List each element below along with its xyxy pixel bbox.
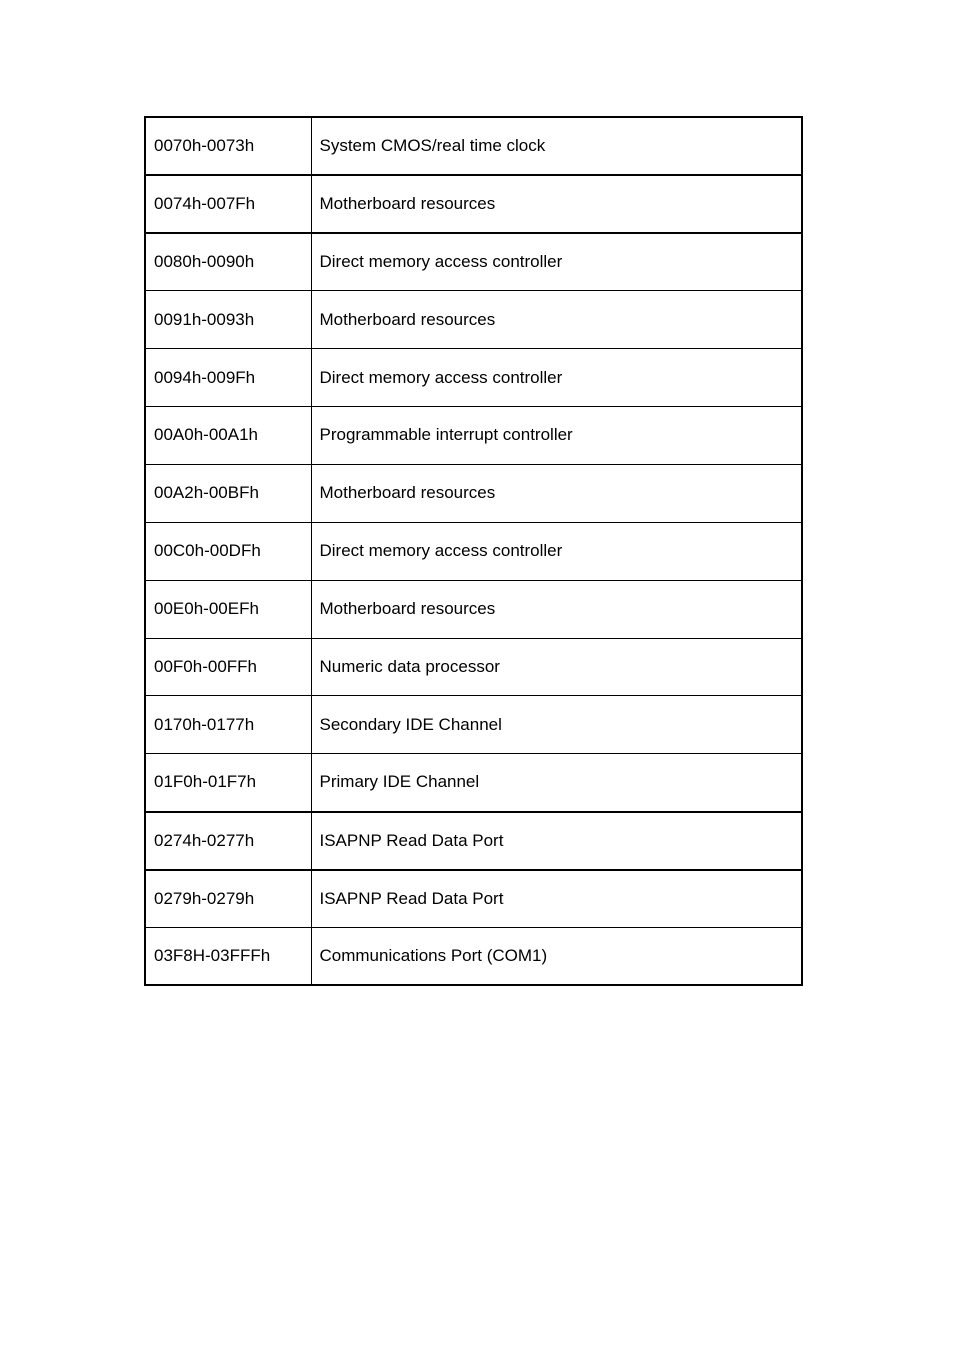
address-range-cell: 0091h-0093h (145, 291, 311, 349)
address-range-cell: 00A2h-00BFh (145, 464, 311, 522)
device-name-cell: Secondary IDE Channel (311, 696, 802, 754)
device-name-cell: Motherboard resources (311, 580, 802, 638)
address-range-cell: 01F0h-01F7h (145, 754, 311, 812)
address-range-cell: 0170h-0177h (145, 696, 311, 754)
address-range-cell: 03F8H-03FFFh (145, 927, 311, 985)
device-name-cell: ISAPNP Read Data Port (311, 870, 802, 928)
address-range-cell: 00A0h-00A1h (145, 406, 311, 464)
device-name-cell: Numeric data processor (311, 638, 802, 696)
address-range-cell: 0080h-0090h (145, 233, 311, 291)
device-name-cell: Communications Port (COM1) (311, 927, 802, 985)
device-name-cell: Motherboard resources (311, 291, 802, 349)
table-row (145, 696, 802, 754)
address-range-cell: 00E0h-00EFh (145, 580, 311, 638)
table-row (145, 233, 802, 291)
device-name-cell: System CMOS/real time clock (311, 117, 802, 175)
address-range-cell: 0074h-007Fh (145, 175, 311, 233)
device-name-cell: Programmable interrupt controller (311, 406, 802, 464)
address-range-cell: 0094h-009Fh (145, 349, 311, 407)
table-row (145, 349, 802, 407)
table-row (145, 406, 802, 464)
table-row (145, 927, 802, 985)
address-range-cell: 0274h-0277h (145, 812, 311, 870)
device-name-cell: Direct memory access controller (311, 233, 802, 291)
table-row (145, 580, 802, 638)
io-address-table (144, 116, 803, 986)
device-name-cell: Motherboard resources (311, 175, 802, 233)
device-name-cell: ISAPNP Read Data Port (311, 812, 802, 870)
address-range-cell: 00C0h-00DFh (145, 522, 311, 580)
device-name-cell: Direct memory access controller (311, 522, 802, 580)
table-row (145, 638, 802, 696)
table-row (145, 870, 802, 928)
device-name-cell: Motherboard resources (311, 464, 802, 522)
address-range-cell: 00F0h-00FFh (145, 638, 311, 696)
table-row (145, 117, 802, 175)
address-range-cell: 0070h-0073h (145, 117, 311, 175)
address-range-cell: 0279h-0279h (145, 870, 311, 928)
table-row (145, 175, 802, 233)
table-row (145, 522, 802, 580)
device-name-cell: Primary IDE Channel (311, 754, 802, 812)
device-name-cell: Direct memory access controller (311, 349, 802, 407)
table-row (145, 754, 802, 812)
table-row (145, 291, 802, 349)
table-row (145, 812, 802, 870)
table-row (145, 464, 802, 522)
